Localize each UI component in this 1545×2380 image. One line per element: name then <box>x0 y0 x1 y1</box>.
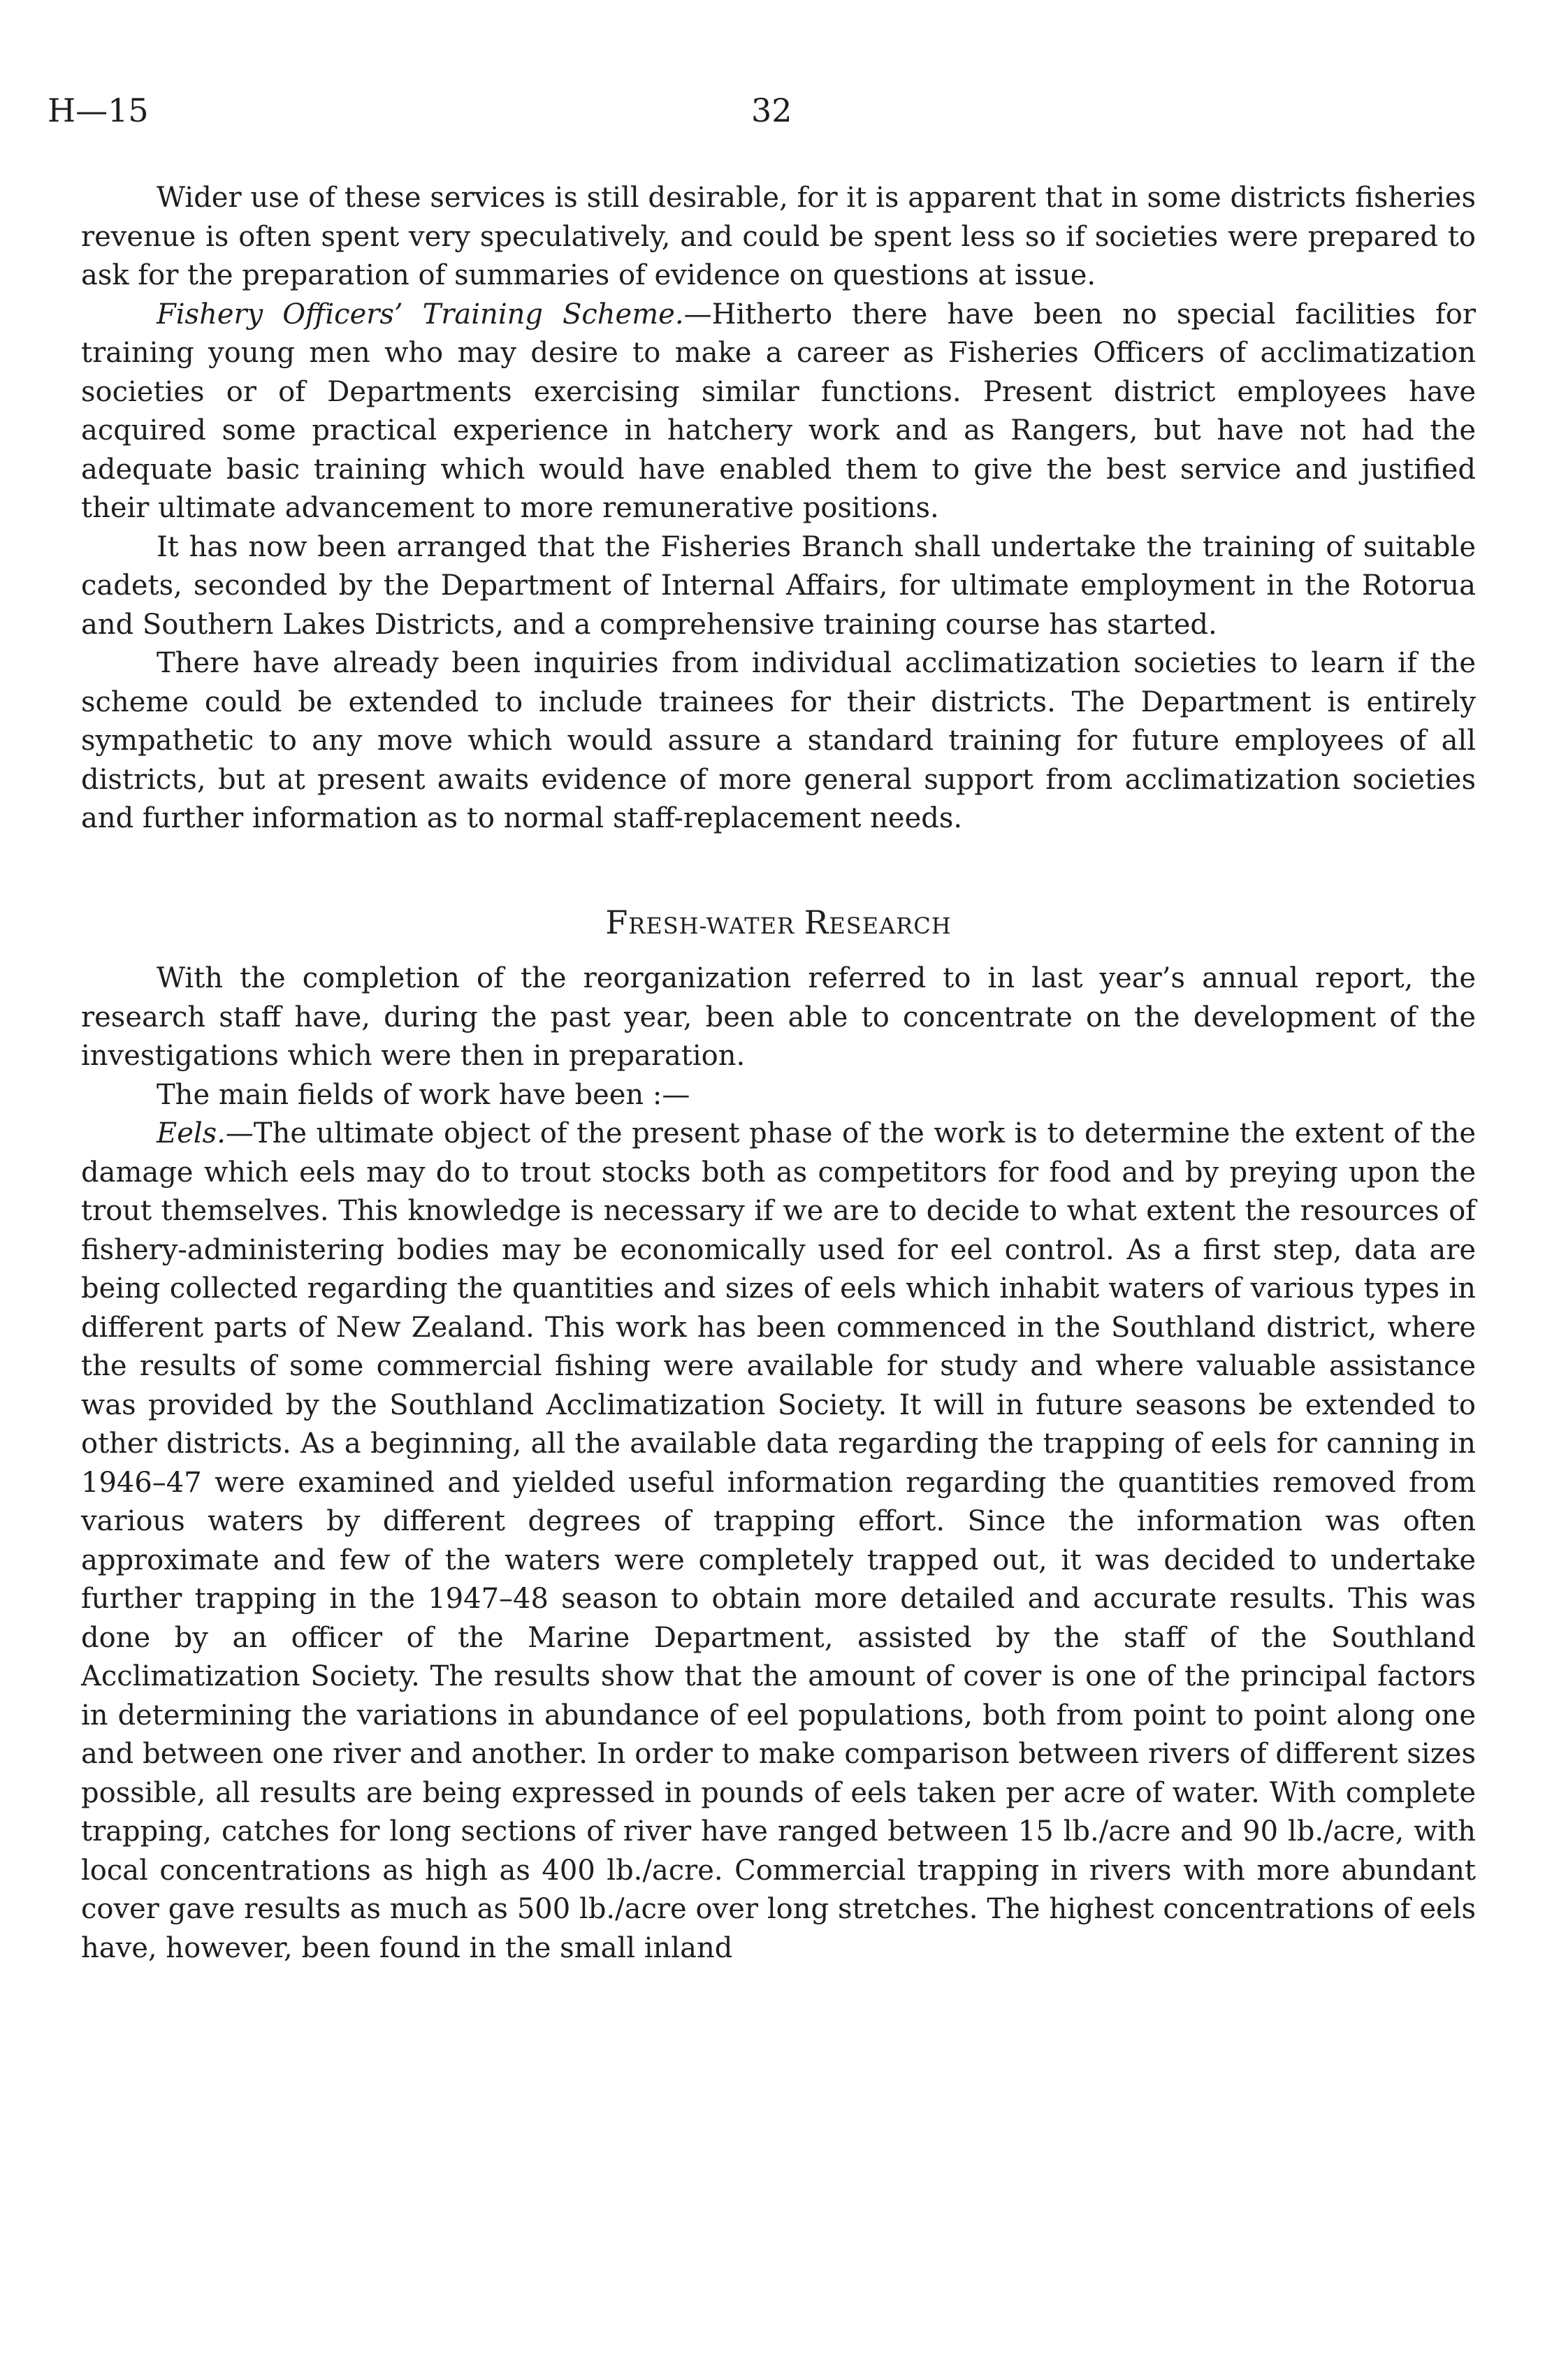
paragraph-text: The main fields of work have been :— <box>157 1078 690 1111</box>
paragraph-text: With the completion of the reorganization referred to in last year’s annual report, the research staff have, during the past year, been able to concentrate on the development of the investigations which were then in preparation. <box>81 962 1476 1072</box>
document-reference: H—15 <box>48 92 149 129</box>
paragraph-services <box>81 179 1476 296</box>
paragraph-reorganization <box>81 959 1476 1076</box>
paragraph-text: Wider use of these services is still desirable, for it is apparent that in some districts fisheries revenue is often spent very speculatively, and could be spent less so if societies were prepared to ask for the preparation of summaries of evidence on questions at issue. <box>81 182 1476 291</box>
paragraph-text: —Hitherto there have been no special facilities for training young men who may desire to make a career as Fisheries Officers of acclimatization societies or of Departments exercising similar functions. Present district employees have acquired some practical experience in hatchery work and as Rangers, but have not had the adequate basic training which would have enabled them to give the best service and justified their ultimate advancement to more remunerative positions. <box>81 298 1476 524</box>
page-number: 32 <box>751 92 792 129</box>
paragraph-eels <box>81 1115 1476 1968</box>
page-header <box>48 89 1480 131</box>
section-heading: FRESH-WATER RESEARCH <box>605 903 952 941</box>
paragraph-text: It has now been arranged that the Fisheries Branch shall undertake the training of suitable cadets, seconded by the Department of Internal Affairs, for ultimate employment in the Rotorua and Southern Lakes Districts, and a comprehensive training course has started. <box>81 530 1476 641</box>
paragraph-training-scheme <box>81 296 1476 528</box>
paragraph-cadets <box>81 528 1476 645</box>
body-text <box>81 179 1476 1968</box>
paragraph-text: —The ultimate object of the present phase of the work is to determine the extent of the damage which eels may do to trout stocks both as competitors for food and by preying upon the trout themselves. This knowledge is necessary if we are to decide to what extent the resources of fishery-administering bodies may be economically used for eel control. As a first step, data are being collected regarding the quantities and sizes of eels which inhabit waters of various types in different parts of New Zealand. This work has been commenced in the Southland district, where the results of some commercial fishing were available for study and where valuable assistance was provided by the Southland Acclimatization Society. It will in future seasons be extended to other districts. As a beginning, all the available data regarding the trapping of eels for canning in 1946–47 were examined and yielded useful information regarding the quantities removed from various waters by different degrees of trapping effort. Since the information was often approximate and few of the waters were completely trapped out, it was decided to undertake further trapping in the 1947–48 season to obtain more detailed and accurate results. This was done by an officer of the Marine Department, assisted by the staff of the Southland Acclimatization Society. The results show that the amount of cover is one of the principal factors in determining the variations in abundance of eel populations, both from point to point along one and between one river and another. In order to make comparison between rivers of different sizes possible, all results are being expressed in pounds of eels taken per acre of water. With complete trapping, catches for long sections of river have ranged between 15 lb./acre and 90 lb./acre, with local concentrations as high as 400 lb./acre. Commercial trapping in rivers with more abundant cover gave results as much as 500 lb./acre over long stretches. The highest concentrations of eels have, however, been found in the small inland <box>81 1117 1476 1964</box>
paragraph-lead-title: Fishery Officers’ Training Scheme. <box>157 298 684 331</box>
paragraph-lead-title: Eels. <box>157 1117 226 1149</box>
paragraph-inquiries <box>81 644 1476 839</box>
paragraph-text: There have already been inquiries from individual acclimatization societies to learn if the scheme could be extended to include trainees for their districts. The Department is entirely sympathetic to any move which would assure a standard training for future employees of all districts, but at present awaits evidence of more general support from acclimatization societies and further information as to normal staff-replacement needs. <box>81 647 1476 834</box>
paragraph-fields-intro <box>81 1076 1476 1115</box>
